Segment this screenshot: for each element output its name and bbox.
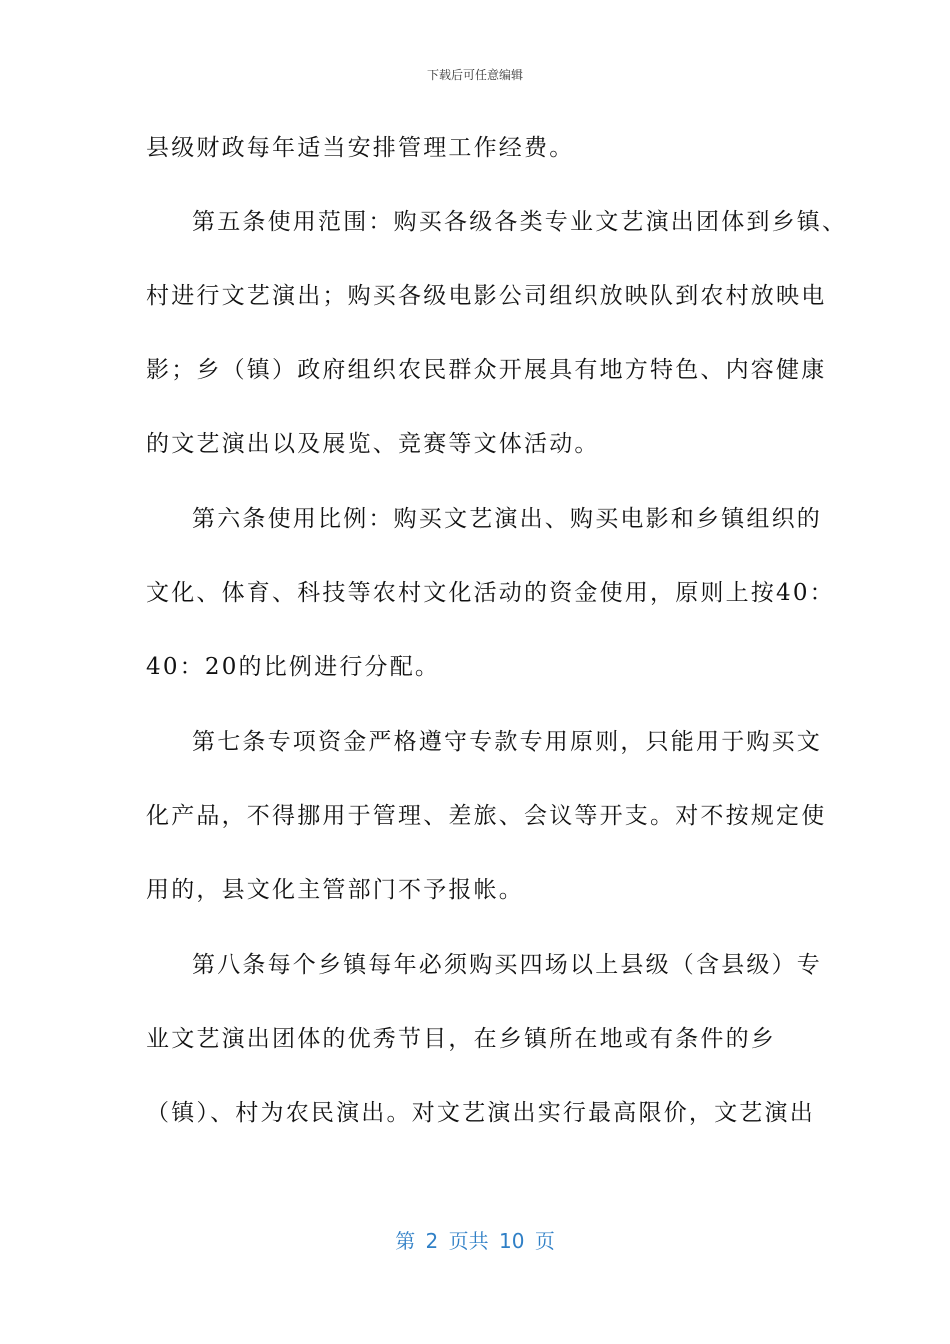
text-line: 县级财政每年适当安排管理工作经费。 bbox=[146, 135, 575, 161]
text-line: 的文艺演出以及展览、竞赛等文体活动。 bbox=[146, 431, 600, 457]
text-line: 用的，县文化主管部门不予报帐。 bbox=[146, 877, 524, 903]
text-line: （镇）、村为农民演出。对文艺演出实行最高限价，文艺演出 bbox=[146, 1100, 815, 1126]
text-line: 第五条使用范围：购买各级各类专业文艺演出团体到乡镇、 bbox=[192, 209, 848, 235]
footer-suffix: 页 bbox=[534, 1229, 555, 1253]
footer-total-pages: 10 bbox=[499, 1229, 525, 1253]
text-line: 第八条每个乡镇每年必须购买四场以上县级（含县级）专 bbox=[192, 952, 822, 978]
text-line: 业文艺演出团体的优秀节目，在乡镇所在地或有条件的乡 bbox=[146, 1026, 776, 1052]
text-line: 第七条专项资金严格遵守专款专用原则，只能用于购买文 bbox=[192, 729, 822, 755]
footer-page-number: 2 bbox=[425, 1229, 439, 1253]
text-line: 化产品，不得挪用于管理、差旅、会议等开支。对不按规定使 bbox=[146, 803, 827, 829]
text-line: 40：20的比例进行分配。 bbox=[146, 654, 441, 680]
page-footer bbox=[0, 1225, 950, 1254]
text-line: 影；乡（镇）政府组织农民群众开展具有地方特色、内容健康 bbox=[146, 357, 827, 383]
page-header: 下载后可任意编辑 bbox=[426, 68, 523, 82]
footer-prefix: 第 bbox=[395, 1229, 416, 1253]
text-line: 第六条使用比例：购买文艺演出、购买电影和乡镇组织的 bbox=[192, 506, 822, 532]
text-line: 文化、体育、科技等农村文化活动的资金使用，原则上按40： bbox=[146, 580, 835, 606]
footer-middle: 页共 bbox=[448, 1229, 489, 1253]
text-line: 村进行文艺演出；购买各级电影公司组织放映队到农村放映电 bbox=[146, 283, 827, 309]
